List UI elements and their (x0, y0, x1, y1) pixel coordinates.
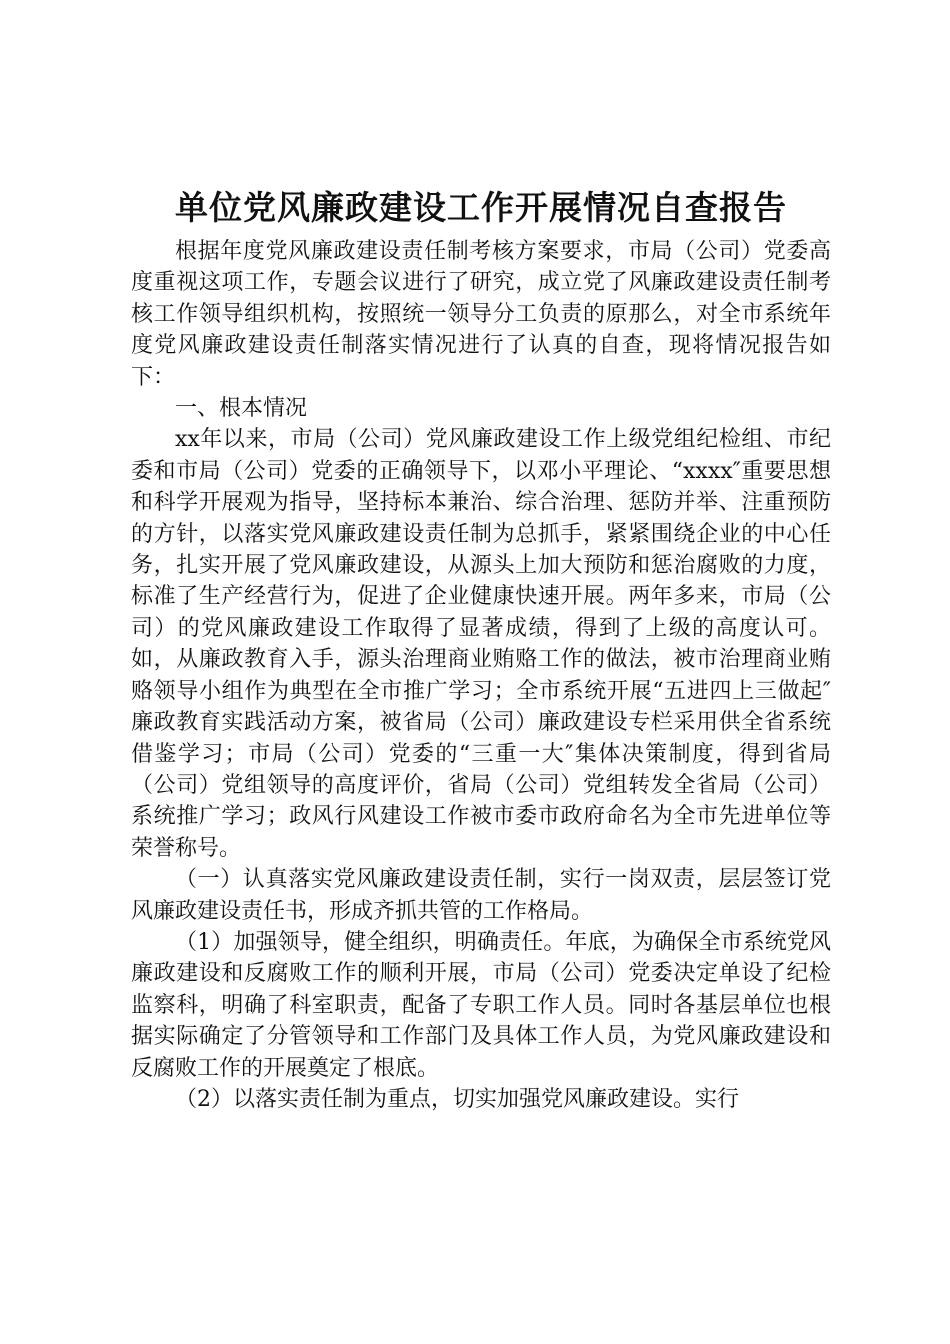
paragraph-item-1: （1）加强领导，健全组织，明确责任。年底，为确保全市系统党风廉政建设和反腐败工作的顺利开展，市局（公司）党委决定单设了纪检监察科，明确了科室职责，配备了专职工作人员。同时各基层单位也根据实际确定了分管领导和工作部门及具体工作人员，为党风廉政建设和反腐败工作的开展奠定了根底。 (131, 929, 831, 1081)
paragraph-subsection-1: （一）认真落实党风廉政建设责任制，实行一岗双责，层层签订党风廉政建设责任书，形成齐抓共管的工作格局。 (131, 867, 831, 924)
document-page (131, 186, 831, 1115)
paragraph-item-2: （2）以落实责任制为重点，切实加强党风廉政建设。实行 (175, 1086, 739, 1112)
section-heading-basic-situation: 一、根本情况 (175, 396, 308, 422)
paragraph-intro: 根据年度党风廉政建设责任制考核方案要求，市局（公司）党委高度重视这项工作，专题会议进行了研究，成立党了风廉政建设责任制考核工作领导组织机构，按照统一领导分工负责的原那么，对全市系统年度党风廉政建设责任制落实情况进行了认真的自查，现将情况报告如下： (131, 239, 831, 390)
paragraph-overview: xx年以来，市局（公司）党风廉政建设工作上级党组纪检组、市纪委和市局（公司）党委的正确领导下，以邓小平理论、“xxxx″重要思想和科学开展观为指导，坚持标本兼治、综合治理、惩防并举、注重预防的方针，以落实党风廉政建设责任制为总抓手，紧紧围绕企业的中心任务，扎实开展了党风廉政建设，从源头上加大预防和惩治腐败的力度，标准了生产经营行为，促进了企业健康快速开展。两年多来，市局（公司）的党风廉政建设工作取得了显著成绩，得到了上级的高度认可。如，从廉政教育入手，源头治理商业贿赂工作的做法，被市治理商业贿赂领导小组作为典型在全市推广学习；全市系统开展“五进四上三做起″廉政教育实践活动方案，被省局（公司）廉政建设专栏采用供全省系统借鉴学习；市局（公司）党委的“三重一大″集体决策制度，得到省局（公司）党组领导的高度评价，省局（公司）党组转发全省局（公司）系统推广学习；政风行风建设工作被市委市政府命名为全市先进单位等荣誉称号。 (131, 427, 831, 861)
document-title: 单位党风廉政建设工作开展情况自查报告 (175, 188, 787, 227)
